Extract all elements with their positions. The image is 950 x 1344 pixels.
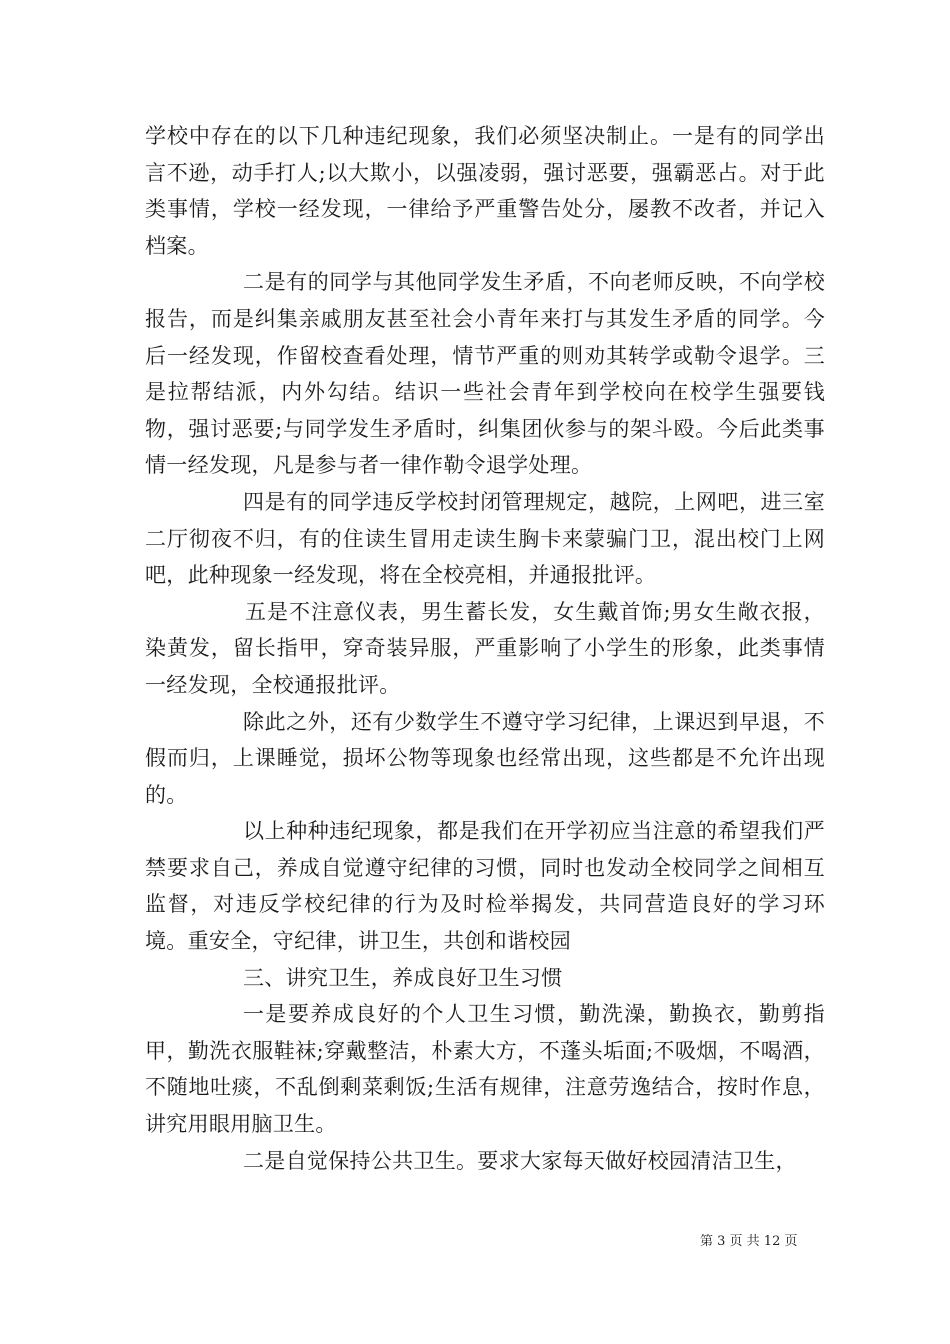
paragraph-2: 二是有的同学与其他同学发生矛盾，不向老师反映，不向学校报告，而是纠集亲戚朋友甚至社会小青年来打与其发生矛盾的同学。今后一经发现，作留校查看处理，情节严重的则劝其转学或勒令退学。三是拉帮结派，内外勾结。结识一些社会青年到学校向在校学生强要钱物，强讨恶要;与同学发生矛盾时，纠集团伙参与的架斗殴。今后此类事情一经发现，凡是参与者一律作勒令退学处理。: [145, 270, 825, 478]
paragraph-3: 四是有的同学违反学校封闭管理规定，越院，上网吧，进三室二厅彻夜不归，有的住读生冒用走读生胸卡来蒙骗门卫，混出校门上网吧，此种现象一经发现，将在全校亮相，并通报批评。: [145, 489, 825, 588]
page-number: 第 3 页 共 12 页: [700, 1234, 798, 1249]
paragraph-7: 一是要养成良好的个人卫生习惯，勤洗澡，勤换衣，勤剪指甲，勤洗衣服鞋袜;穿戴整洁，朴素大方，不蓬头垢面;不吸烟，不喝酒，不随地吐痰，不乱倒剩菜剩饭;生活有规律，注意劳逸结合，按时作息，讲究用眼用脑卫生。: [145, 1002, 825, 1137]
document-body: [145, 118, 825, 1179]
paragraph-6: 以上种种违纪现象，都是我们在开学初应当注意的希望我们严禁要求自己，养成自觉遵守纪律的习惯，同时也发动全校同学之间相互监督，对违反学校纪律的行为及时检举揭发，共同营造良好的学习环境。重安全，守纪律，讲卫生，共创和谐校园: [145, 819, 825, 954]
paragraph-4: 五是不注意仪表，男生蓄长发，女生戴首饰;男女生敞衣报，染黄发，留长指甲，穿奇装异服，严重影响了小学生的形象，此类事情一经发现，全校通报批评。: [145, 599, 825, 697]
paragraph-8: 二是自觉保持公共卫生。要求大家每天做好校园清洁卫生，: [243, 1148, 797, 1173]
paragraph-1: 学校中存在的以下几种违纪现象，我们必须坚决制止。一是有的同学出言不逊，动手打人;以大欺小，以强凌弱，强讨恶要，强霸恶占。对于此类事情，学校一经发现，一律给予严重警告处分，屡教不改者，并记入档案。: [145, 124, 825, 258]
paragraph-5: 除此之外，还有少数学生不遵守学习纪律，上课迟到早退，不假而归，上课睡觉，损坏公物等现象也经常出现，这些都是不允许出现的。: [145, 709, 825, 807]
section-heading: 三、讲究卫生，养成良好卫生习惯: [243, 965, 563, 990]
